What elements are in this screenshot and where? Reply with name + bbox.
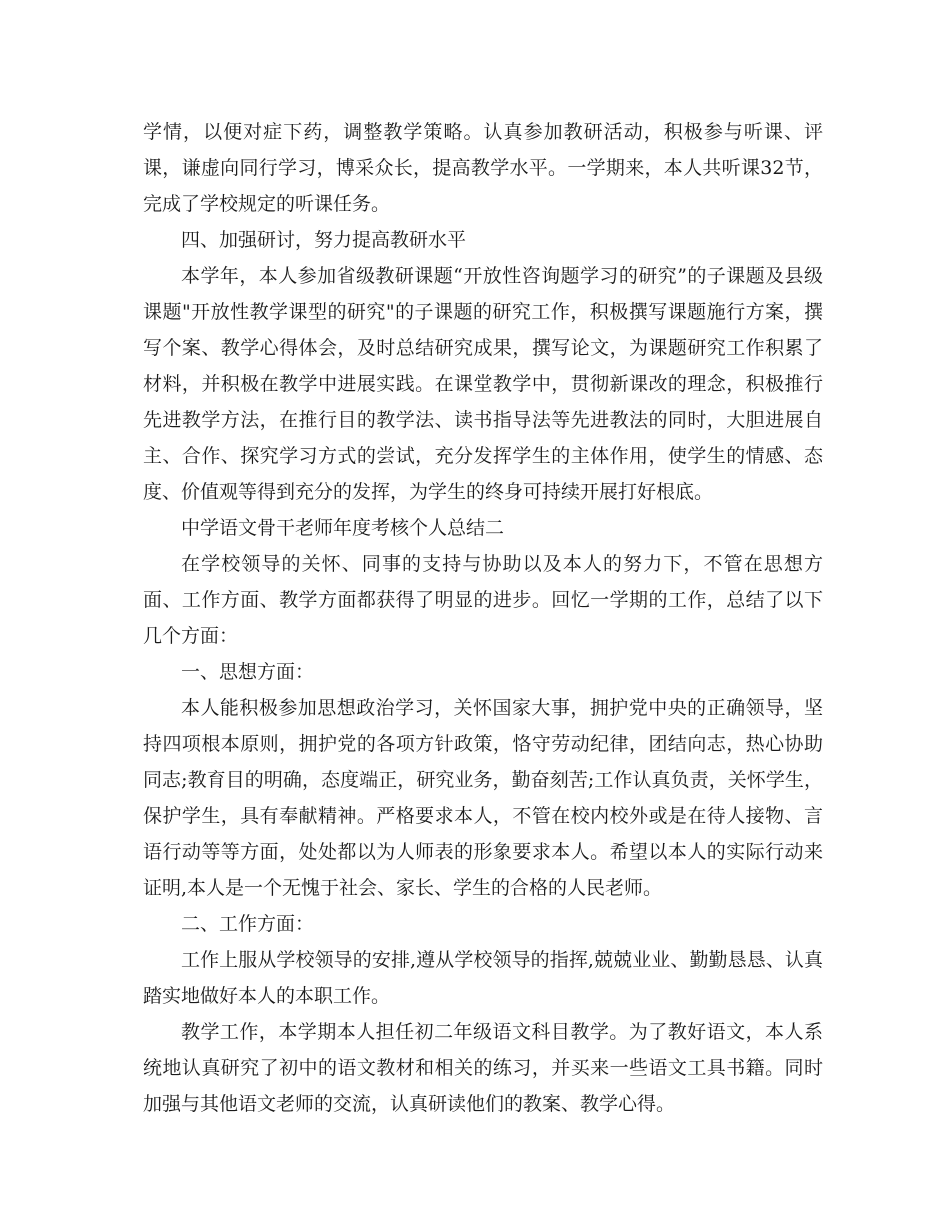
document-body <box>143 114 823 1122</box>
section-heading-work: 二、工作方面： <box>181 913 315 935</box>
paragraph-thought: 本人能积极参加思想政治学习，关怀国家大事，拥护党中央的正确领导，坚持四项根本原则，拥护党的各项方针政策，恪守劳动纪律，团结向志，热心协助同志;教育目的明确，态度端正，研究业务，勤奋刻苦;工作认真负责，关怀学生，保护学生，具有奉献精神。严格要求本人，不管在校内校外或是在待人接物、言语行动等等方面，处处都以为人师表的形象要求本人。希望以本人的实际行动来证明,本人是一个无愧于社会、家长、学生的合格的人民老师。 <box>143 697 823 899</box>
paragraph-work: 工作上服从学校领导的安排,遵从学校领导的指挥,兢兢业业、勤勤恳恳、认真踏实地做好本人的本职工作。 <box>143 949 823 1007</box>
paragraph-teaching: 教学工作，本学期本人担任初二年级语文科目教学。为了教好语文，本人系统地认真研究了初中的语文教材和相关的练习，并买来一些语文工具书籍。同时加强与其他语文老师的交流，认真研读他们的教案、教学心得。 <box>143 1021 823 1115</box>
section-heading-research: 四、加强研讨，努力提高教研水平 <box>181 229 467 251</box>
paragraph-continuation: 学情，以便对症下药，调整教学策略。认真参加教研活动，积极参与听课、评课，谦虚向同行学习，博采众长，提高教学水平。一学期来，本人共听课32节，完成了学校规定的听课任务。 <box>143 121 823 215</box>
section-heading-thought: 一、思想方面： <box>181 661 315 683</box>
paragraph-research: 本学年，本人参加省级教研课题“开放性咨询题学习的研究”的子课题及县级课题"开放性教学课型的研究"的子课题的研究工作，积极撰写课题施行方案，撰写个案、教学心得体会，及时总结研究成果，撰写论文，为课题研究工作积累了材料，并积极在教学中进展实践。在课堂教学中，贯彻新课改的理念，积极推行先进教学方法，在推行目的教学法、读书指导法等先进教法的同时，大胆进展自主、合作、探究学习方式的尝试，充分发挥学生的主体作用，使学生的情感、态度、价值观等得到充分的发挥，为学生的终身可持续开展打好根底。 <box>143 265 823 503</box>
document-subtitle: 中学语文骨干老师年度考核个人总结二 <box>181 517 505 539</box>
paragraph-intro: 在学校领导的关怀、同事的支持与协助以及本人的努力下，不管在思想方面、工作方面、教学方面都获得了明显的进步。回忆一学期的工作，总结了以下几个方面： <box>143 553 823 647</box>
